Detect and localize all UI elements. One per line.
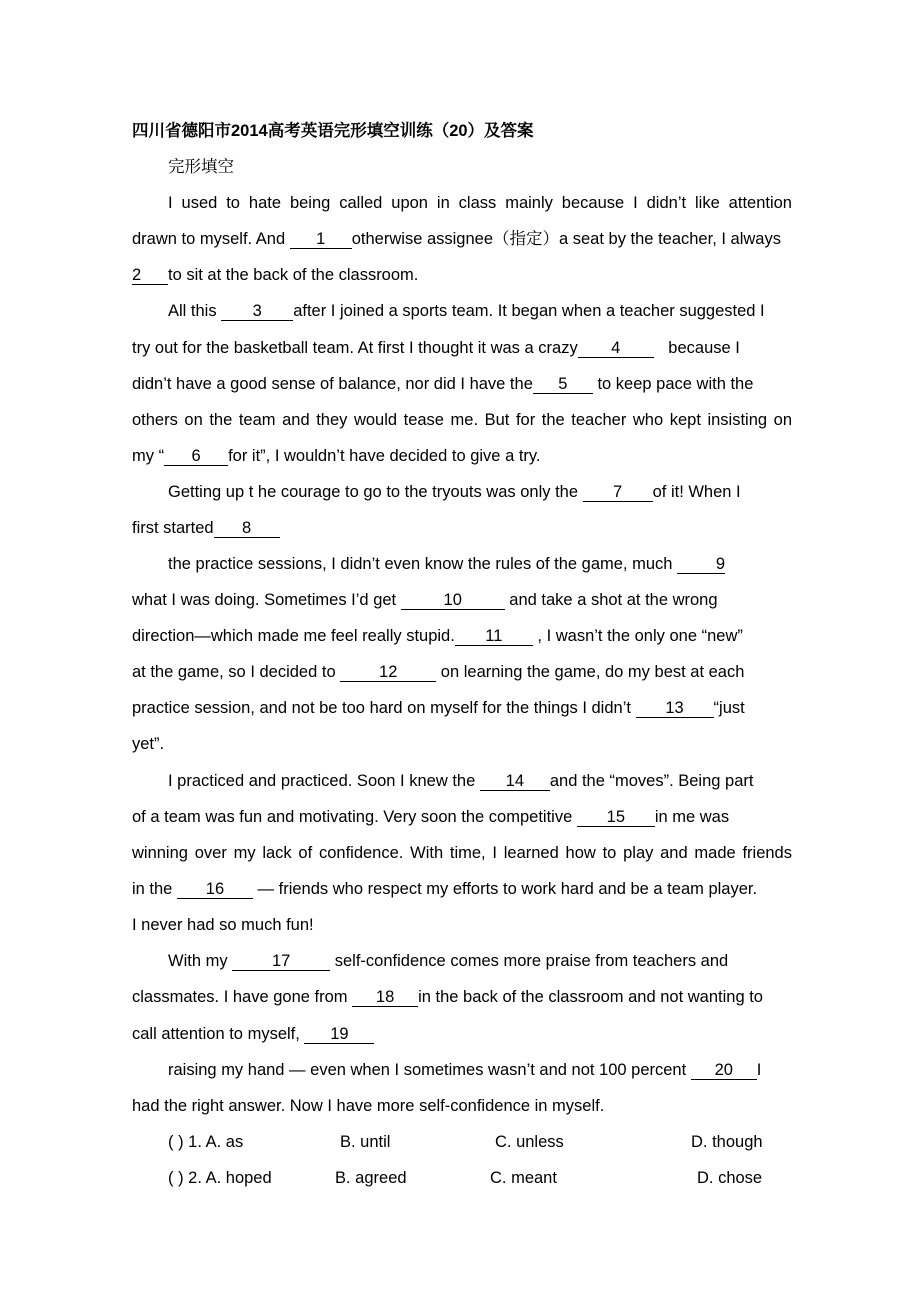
passage-line: With my 17 self-confidence comes more praise from teachers and <box>168 952 729 970</box>
blank-5[interactable]: 5 <box>533 375 593 394</box>
blank-9[interactable]: 9 <box>677 555 725 574</box>
passage-line: 2 to sit at the back of the classroom. <box>132 266 419 284</box>
blank-10[interactable]: 10 <box>401 591 505 610</box>
passage-line: of a team was fun and motivating. Very soon the competitive 15 in me was <box>132 808 730 826</box>
blank-11[interactable]: 11 <box>455 627 533 646</box>
passage-line: others on the team and they would tease me. But for the teacher who kept insisting on <box>132 411 792 429</box>
passage-line: the practice sessions, I didn’t even know the rules of the game, much 9 <box>168 555 726 573</box>
passage-line: my “ 6 for it”, I wouldn’t have decided to give a try. <box>132 447 541 465</box>
section-heading: 完形填空 <box>168 158 234 176</box>
blank-8[interactable]: 8 <box>214 519 280 538</box>
passage-line: I never had so much fun! <box>132 916 314 934</box>
blank-1[interactable]: 1 <box>290 230 352 249</box>
passage-line: drawn to myself. And 1 otherwise assignee（指定）a seat by the teacher, I always <box>132 230 781 248</box>
passage-line: in the 16 — friends who respect my efforts to work hard and be a team player. <box>132 880 758 898</box>
blank-14[interactable]: 14 <box>480 772 550 791</box>
passage-line: first started 8 <box>132 517 792 539</box>
option-d[interactable]: D. chose <box>697 1169 763 1187</box>
passage-line: All this 3 after I joined a sports team. It began when a teacher suggested I <box>168 302 765 320</box>
passage-line: didn’t have a good sense of balance, nor did I have the 5 to keep pace with the <box>132 375 754 393</box>
blank-17[interactable]: 17 <box>232 952 330 971</box>
passage-line: classmates. I have gone from 18 in the back of the classroom and not wanting to <box>132 988 763 1006</box>
passage-line: I used to hate being called upon in class mainly because I didn’t like attention <box>168 194 792 212</box>
passage-line: direction—which made me feel really stupid. 11 , I wasn’t the only one “new” <box>132 627 743 645</box>
blank-15[interactable]: 15 <box>577 808 655 827</box>
option-c[interactable]: C. meant <box>490 1169 557 1187</box>
blank-13[interactable]: 13 <box>636 699 714 718</box>
blank-18[interactable]: 18 <box>352 988 418 1007</box>
blank-20[interactable]: 20 <box>691 1061 757 1080</box>
passage-line: at the game, so I decided to 12 on learning the game, do my best at each <box>132 663 745 681</box>
blank-19[interactable]: 19 <box>304 1025 374 1044</box>
blank-4[interactable]: 4 <box>578 339 654 358</box>
passage-line: I practiced and practiced. Soon I knew the 14 and the “moves”. Being part <box>168 772 754 790</box>
passage-line: call attention to myself, 19 <box>132 1023 792 1045</box>
passage-line: what I was doing. Sometimes I’d get 10 and take a shot at the wrong <box>132 591 718 609</box>
question-number: ( ) 1. A. as <box>168 1133 244 1151</box>
passage-line: try out for the basketball team. At first I thought it was a crazy 4 because I <box>132 339 740 357</box>
document-title: 四川省德阳市2014高考英语完形填空训练（20）及答案 <box>132 122 534 140</box>
option-b[interactable]: B. agreed <box>335 1169 407 1187</box>
passage-line: had the right answer. Now I have more self-confidence in myself. <box>132 1097 605 1115</box>
passage-line: Getting up t he courage to go to the tryouts was only the 7 of it! When I <box>168 483 741 501</box>
passage-line: winning over my lack of confidence. With time, I learned how to play and made friends <box>132 844 792 862</box>
passage-line: practice session, and not be too hard on myself for the things I didn’t 13 “just <box>132 699 745 717</box>
option-b[interactable]: B. until <box>340 1133 391 1151</box>
passage-line: yet”. <box>132 735 165 753</box>
blank-12[interactable]: 12 <box>340 663 436 682</box>
blank-3[interactable]: 3 <box>221 302 293 321</box>
option-c[interactable]: C. unless <box>495 1133 564 1151</box>
blank-7[interactable]: 7 <box>583 483 653 502</box>
option-d[interactable]: D. though <box>691 1133 763 1151</box>
passage-line: raising my hand — even when I sometimes wasn’t and not 100 percent 20 I <box>168 1061 762 1079</box>
blank-2[interactable]: 2 <box>132 266 168 285</box>
blank-6[interactable]: 6 <box>164 447 228 466</box>
blank-16[interactable]: 16 <box>177 880 253 899</box>
question-number: ( ) 2. A. hoped <box>168 1169 272 1187</box>
